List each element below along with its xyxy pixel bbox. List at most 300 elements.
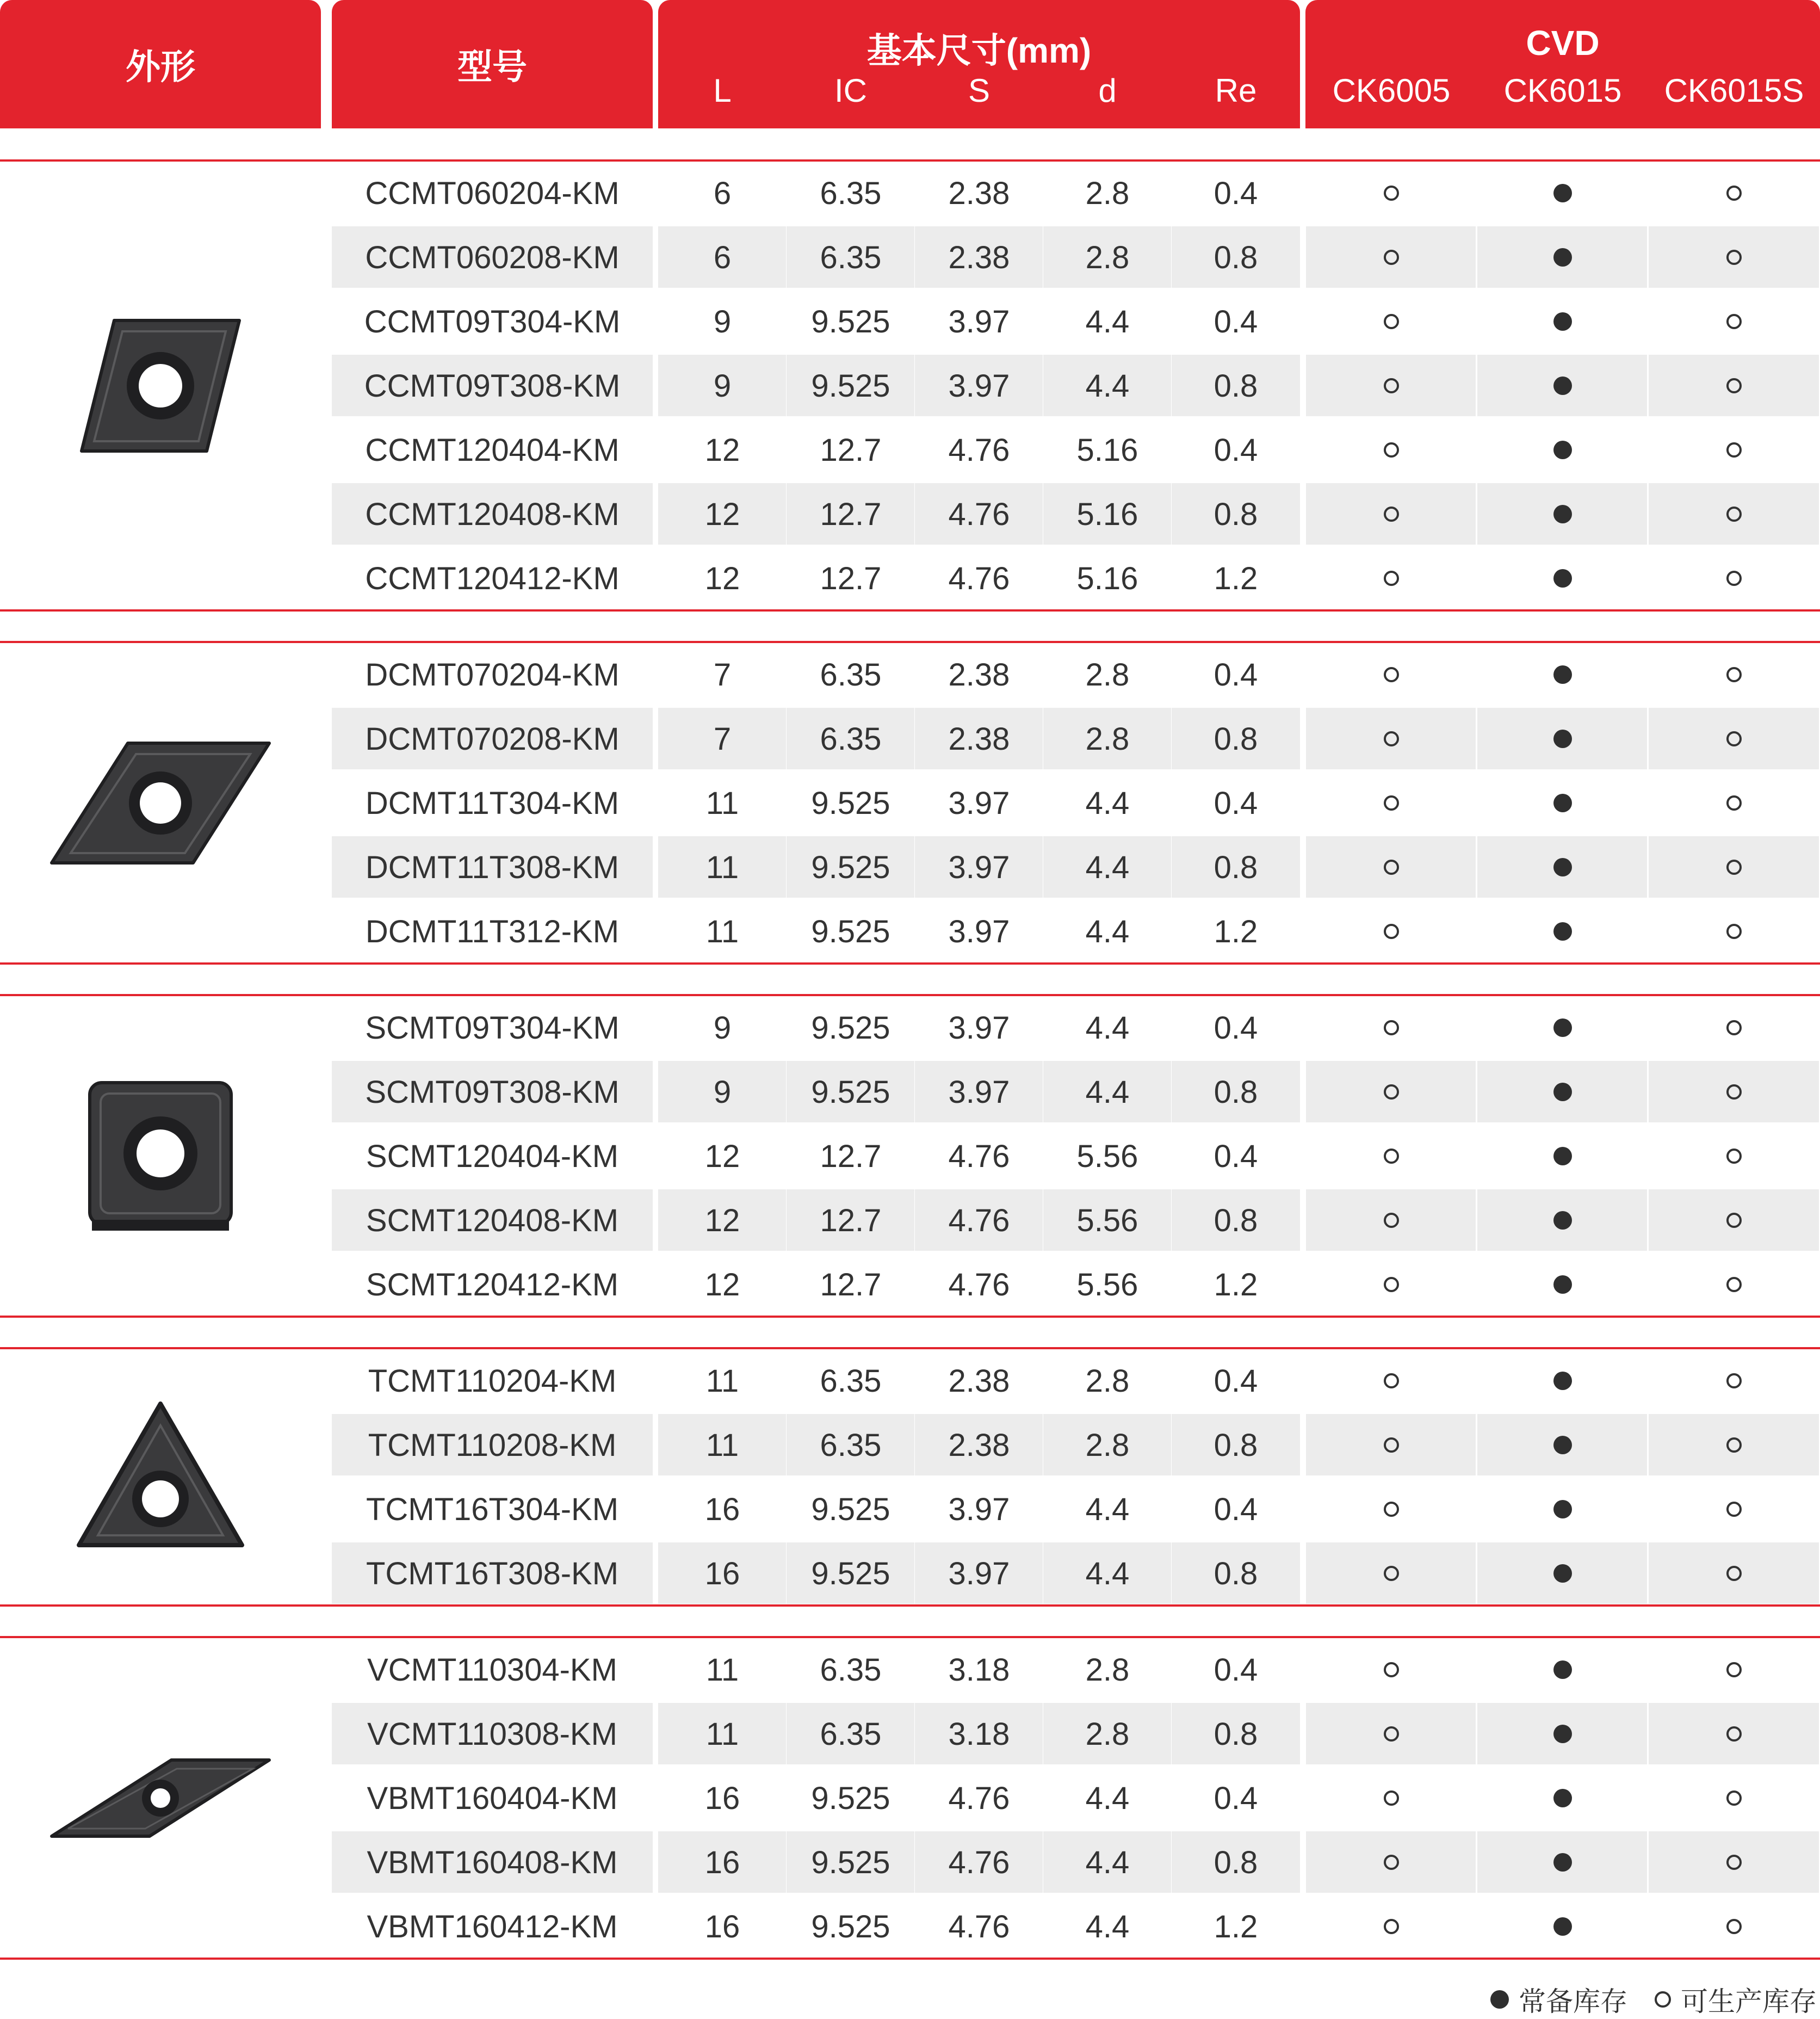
- dim-cell-S: 3.18: [948, 1716, 1010, 1752]
- filled-dot-icon: [1553, 794, 1572, 812]
- square-insert-icon: [24, 996, 296, 1317]
- model-cell: VCMT110304-KM: [367, 1652, 617, 1688]
- open-circle-icon: [1726, 731, 1742, 746]
- dim-cell-IC: 12.7: [820, 1138, 882, 1174]
- stock-cell: [1477, 1702, 1648, 1766]
- stock-cell: [1305, 1124, 1477, 1188]
- stock-cell: [1648, 1541, 1820, 1606]
- stock-cell: [1477, 771, 1648, 835]
- dim-cell-Re: 0.8: [1214, 849, 1258, 885]
- filled-dot-icon: [1553, 922, 1572, 941]
- dim-cell-IC: 6.35: [820, 175, 882, 211]
- open-circle-icon: [1384, 1084, 1399, 1100]
- dim-cell-d: 2.8: [1085, 175, 1130, 211]
- dim-cell-IC: 6.35: [820, 721, 882, 757]
- model-cell: VBMT160412-KM: [367, 1909, 618, 1944]
- dim-cell-IC: 12.7: [820, 1267, 882, 1302]
- dim-cell-L: 16: [704, 1491, 740, 1527]
- dim-cell-IC: 9.525: [811, 785, 890, 821]
- model-cell: DCMT11T308-KM: [365, 849, 620, 885]
- dim-cell-Re: 0.4: [1214, 1138, 1258, 1174]
- open-circle-icon: [1726, 442, 1742, 458]
- stock-cell: [1305, 771, 1477, 835]
- model-cell: SCMT120404-KM: [366, 1138, 619, 1174]
- stock-cell: [1648, 899, 1820, 964]
- dim-cell-IC: 12.7: [820, 1202, 882, 1238]
- stock-cell: [1305, 996, 1477, 1060]
- dim-cell-S: 2.38: [948, 657, 1010, 693]
- stock-cell: [1648, 835, 1820, 899]
- open-circle-icon: [1726, 1855, 1742, 1870]
- header-dim-IC: IC: [834, 72, 867, 109]
- filled-dot-icon: [1553, 1147, 1572, 1165]
- dim-cell-S: 2.38: [948, 1363, 1010, 1399]
- model-cell: SCMT120412-KM: [366, 1267, 619, 1302]
- stock-cell: [1477, 482, 1648, 546]
- dim-cell-S: 4.76: [948, 1138, 1010, 1174]
- dim-cell-Re: 0.4: [1214, 1780, 1258, 1816]
- dim-cell-S: 4.76: [948, 1267, 1010, 1302]
- filled-dot-icon: [1490, 1990, 1509, 2009]
- stock-cell: [1648, 643, 1820, 707]
- stock-cell: [1648, 1252, 1820, 1317]
- dim-cell-IC: 12.7: [820, 496, 882, 532]
- dim-cell-L: 11: [705, 1716, 739, 1752]
- dim-cell-IC: 12.7: [820, 432, 882, 468]
- dim-cell-Re: 0.4: [1214, 432, 1258, 468]
- open-circle-icon: [1384, 1213, 1399, 1228]
- dim-cell-d: 2.8: [1085, 239, 1130, 275]
- stock-cell: [1305, 707, 1477, 771]
- dim-cell-S: 4.76: [948, 496, 1010, 532]
- dim-cell-Re: 1.2: [1214, 913, 1258, 949]
- dim-cell-L: 11: [705, 785, 739, 821]
- stock-cell: [1477, 1830, 1648, 1894]
- open-circle-icon: [1384, 1566, 1399, 1581]
- group-bottom-rule: [0, 609, 1820, 612]
- open-circle-icon: [1384, 1790, 1399, 1806]
- header-dims-title: 基本尺寸(mm): [866, 31, 1092, 70]
- filled-dot-icon: [1553, 1372, 1572, 1390]
- dim-cell-d: 4.4: [1085, 1074, 1130, 1110]
- dim-cell-Re: 0.8: [1214, 1555, 1258, 1591]
- dim-cell-Re: 0.4: [1214, 1010, 1258, 1046]
- model-cell: SCMT120408-KM: [366, 1202, 619, 1238]
- stock-cell: [1305, 1413, 1477, 1477]
- open-circle-icon: [1726, 667, 1742, 682]
- group-bottom-rule: [0, 1316, 1820, 1318]
- stock-cell: [1648, 1766, 1820, 1830]
- header-shape-cell: [0, 0, 321, 128]
- open-circle-icon: [1726, 1437, 1742, 1453]
- stock-cell: [1477, 899, 1648, 964]
- stock-cell: [1648, 546, 1820, 610]
- open-circle-icon: [1384, 1726, 1399, 1742]
- filled-dot-icon: [1553, 248, 1572, 267]
- header-model-label: 型号: [457, 47, 527, 87]
- dim-cell-L: 9: [713, 1074, 732, 1110]
- dim-cell-Re: 0.8: [1214, 1427, 1258, 1463]
- dim-cell-d: 4.4: [1085, 1010, 1130, 1046]
- group-bottom-rule: [0, 962, 1820, 965]
- stock-cell: [1477, 707, 1648, 771]
- open-circle-icon: [1384, 1437, 1399, 1453]
- filled-dot-icon: [1553, 1500, 1572, 1518]
- dim-cell-d: 2.8: [1085, 1716, 1130, 1752]
- stock-cell: [1648, 1413, 1820, 1477]
- stock-cell: [1648, 225, 1820, 289]
- dim-cell-L: 12: [704, 1202, 740, 1238]
- stock-cell: [1648, 707, 1820, 771]
- stock-cell: [1477, 225, 1648, 289]
- dim-cell-Re: 0.4: [1214, 785, 1258, 821]
- stock-cell: [1648, 771, 1820, 835]
- model-cell: TCMT16T304-KM: [366, 1491, 619, 1527]
- open-circle-icon: [1384, 1373, 1399, 1388]
- header-grade-1: CK6005: [1332, 72, 1451, 109]
- open-circle-icon: [1726, 1213, 1742, 1228]
- dim-cell-S: 3.97: [948, 304, 1010, 339]
- stock-cell: [1477, 1252, 1648, 1317]
- open-circle-icon: [1655, 1991, 1671, 2008]
- open-circle-icon: [1384, 1855, 1399, 1870]
- dim-cell-d: 5.56: [1076, 1202, 1138, 1238]
- dim-cell-L: 16: [704, 1555, 740, 1591]
- stock-cell: [1477, 1413, 1648, 1477]
- stock-cell: [1648, 1477, 1820, 1541]
- dim-cell-S: 3.97: [948, 1074, 1010, 1110]
- dim-cell-IC: 6.35: [820, 1652, 882, 1688]
- filled-dot-icon: [1553, 312, 1572, 331]
- dim-cell-Re: 0.4: [1214, 1652, 1258, 1688]
- dim-cell-Re: 0.8: [1214, 239, 1258, 275]
- dim-cell-d: 5.56: [1076, 1138, 1138, 1174]
- open-circle-icon: [1384, 1919, 1399, 1934]
- stock-cell: [1305, 899, 1477, 964]
- stock-cell: [1648, 1349, 1820, 1413]
- open-circle-icon: [1726, 1502, 1742, 1517]
- stock-cell: [1477, 1060, 1648, 1124]
- dim-cell-d: 4.4: [1085, 1491, 1130, 1527]
- stock-cell: [1477, 1541, 1648, 1606]
- open-circle-icon: [1384, 571, 1399, 586]
- stock-cell: [1305, 1060, 1477, 1124]
- model-cell: CCMT09T308-KM: [364, 368, 621, 404]
- dim-cell-IC: 9.525: [811, 849, 890, 885]
- model-cell: CCMT120404-KM: [365, 432, 620, 468]
- stock-cell: [1648, 1124, 1820, 1188]
- dim-cell-d: 4.4: [1085, 913, 1130, 949]
- legend-open-label: 可生产库存: [1681, 1986, 1817, 2017]
- model-cell: VCMT110308-KM: [367, 1716, 617, 1752]
- stock-cell: [1305, 225, 1477, 289]
- dim-cell-S: 4.76: [948, 1844, 1010, 1880]
- dim-cell-IC: 6.35: [820, 1716, 882, 1752]
- filled-dot-icon: [1553, 1436, 1572, 1454]
- dim-cell-L: 16: [704, 1844, 740, 1880]
- dim-cell-S: 4.76: [948, 1202, 1010, 1238]
- model-cell: DCMT11T312-KM: [365, 913, 620, 949]
- model-cell: TCMT16T308-KM: [366, 1555, 619, 1591]
- dim-cell-d: 4.4: [1085, 849, 1130, 885]
- filled-dot-icon: [1553, 730, 1572, 748]
- stock-cell: [1477, 1766, 1648, 1830]
- stock-cell: [1305, 418, 1477, 482]
- open-circle-icon: [1726, 1020, 1742, 1035]
- dim-cell-L: 11: [705, 849, 739, 885]
- stock-cell: [1305, 1349, 1477, 1413]
- model-cell: VBMT160408-KM: [367, 1844, 618, 1880]
- header-dim-Re: Re: [1215, 72, 1257, 109]
- stock-cell: [1477, 1124, 1648, 1188]
- dim-cell-S: 2.38: [948, 175, 1010, 211]
- dim-cell-d: 5.16: [1076, 496, 1138, 532]
- dim-cell-L: 6: [713, 175, 732, 211]
- stock-cell: [1648, 354, 1820, 418]
- header-dims-cell: [658, 0, 1300, 128]
- filled-dot-icon: [1553, 665, 1572, 684]
- open-circle-icon: [1384, 860, 1399, 875]
- open-circle-icon: [1384, 731, 1399, 746]
- filled-dot-icon: [1553, 441, 1572, 459]
- dim-cell-L: 12: [704, 432, 740, 468]
- dim-cell-Re: 0.4: [1214, 1363, 1258, 1399]
- open-circle-icon: [1384, 378, 1399, 393]
- dim-cell-Re: 0.8: [1214, 1844, 1258, 1880]
- stock-cell: [1305, 835, 1477, 899]
- open-circle-icon: [1726, 1919, 1742, 1934]
- dim-cell-IC: 6.35: [820, 239, 882, 275]
- dim-cell-Re: 0.8: [1214, 1716, 1258, 1752]
- stock-cell: [1305, 1252, 1477, 1317]
- dim-cell-L: 9: [713, 368, 732, 404]
- dim-cell-IC: 9.525: [811, 1074, 890, 1110]
- dim-cell-S: 4.76: [948, 1780, 1010, 1816]
- dim-cell-IC: 9.525: [811, 1491, 890, 1527]
- dim-cell-Re: 0.4: [1214, 657, 1258, 693]
- dim-cell-L: 12: [704, 1267, 740, 1302]
- dim-cell-S: 2.38: [948, 721, 1010, 757]
- dim-cell-IC: 9.525: [811, 1555, 890, 1591]
- dim-cell-d: 4.4: [1085, 368, 1130, 404]
- header-dim-S: S: [968, 72, 991, 109]
- dim-cell-IC: 9.525: [811, 368, 890, 404]
- dim-cell-IC: 6.35: [820, 1363, 882, 1399]
- stock-cell: [1305, 354, 1477, 418]
- stock-cell: [1477, 418, 1648, 482]
- stock-cell: [1477, 996, 1648, 1060]
- dim-cell-Re: 0.8: [1214, 1202, 1258, 1238]
- stock-cell: [1305, 482, 1477, 546]
- open-circle-icon: [1726, 860, 1742, 875]
- stock-cell: [1477, 835, 1648, 899]
- dim-cell-Re: 0.8: [1214, 1074, 1258, 1110]
- dim-cell-d: 5.16: [1076, 560, 1138, 596]
- dim-cell-L: 12: [704, 560, 740, 596]
- dim-cell-S: 4.76: [948, 1909, 1010, 1944]
- dim-cell-Re: 0.4: [1214, 304, 1258, 339]
- open-circle-icon: [1726, 1277, 1742, 1292]
- dim-cell-S: 4.76: [948, 560, 1010, 596]
- dim-cell-L: 7: [713, 657, 732, 693]
- stock-cell: [1648, 996, 1820, 1060]
- legend: [1490, 1980, 1817, 2018]
- dim-cell-S: 3.97: [948, 849, 1010, 885]
- model-cell: CCMT060208-KM: [365, 239, 620, 275]
- model-cell: DCMT070204-KM: [365, 657, 620, 693]
- dim-cell-Re: 0.8: [1214, 496, 1258, 532]
- header-cvd-cell: [1305, 0, 1820, 128]
- dim-cell-d: 2.8: [1085, 657, 1130, 693]
- stock-cell: [1648, 482, 1820, 546]
- model-cell: CCMT120412-KM: [365, 560, 620, 596]
- dim-cell-d: 2.8: [1085, 1427, 1130, 1463]
- dim-cell-d: 2.8: [1085, 721, 1130, 757]
- open-circle-icon: [1726, 1566, 1742, 1581]
- model-cell: CCMT060204-KM: [365, 175, 620, 211]
- dim-cell-d: 2.8: [1085, 1652, 1130, 1688]
- open-circle-icon: [1726, 1373, 1742, 1388]
- stock-cell: [1477, 1477, 1648, 1541]
- open-circle-icon: [1726, 1790, 1742, 1806]
- filled-dot-icon: [1553, 1275, 1572, 1294]
- triangle-insert-icon: [24, 1349, 296, 1606]
- model-cell: TCMT110208-KM: [368, 1427, 617, 1463]
- dim-cell-L: 11: [705, 1427, 739, 1463]
- stock-cell: [1305, 289, 1477, 354]
- dim-cell-Re: 0.4: [1214, 1491, 1258, 1527]
- header-grade-3: CK6015S: [1664, 72, 1804, 109]
- model-cell: CCMT120408-KM: [365, 496, 620, 532]
- open-circle-icon: [1726, 924, 1742, 939]
- filled-dot-icon: [1553, 1083, 1572, 1101]
- stock-cell: [1477, 546, 1648, 610]
- group-bottom-rule: [0, 1604, 1820, 1607]
- filled-dot-icon: [1553, 1725, 1572, 1743]
- dim-cell-L: 12: [704, 1138, 740, 1174]
- stock-cell: [1648, 289, 1820, 354]
- header-shape-label: 外形: [126, 47, 195, 87]
- dim-cell-IC: 9.525: [811, 1844, 890, 1880]
- dim-cell-S: 3.97: [948, 913, 1010, 949]
- header-grade-2: CK6015: [1503, 72, 1622, 109]
- stock-cell: [1648, 1702, 1820, 1766]
- model-cell: SCMT09T308-KM: [365, 1074, 620, 1110]
- stock-cell: [1305, 1477, 1477, 1541]
- stock-cell: [1648, 418, 1820, 482]
- stock-cell: [1477, 1894, 1648, 1959]
- open-circle-icon: [1726, 1149, 1742, 1164]
- filled-dot-icon: [1553, 376, 1572, 395]
- open-circle-icon: [1384, 186, 1399, 201]
- dim-cell-d: 4.4: [1085, 1555, 1130, 1591]
- dim-cell-S: 4.76: [948, 432, 1010, 468]
- open-circle-icon: [1726, 1726, 1742, 1742]
- dim-cell-d: 5.16: [1076, 432, 1138, 468]
- dim-cell-d: 4.4: [1085, 785, 1130, 821]
- stock-cell: [1648, 1894, 1820, 1959]
- header-dim-d: d: [1098, 72, 1117, 109]
- open-circle-icon: [1384, 1277, 1399, 1292]
- stock-cell: [1305, 1638, 1477, 1702]
- rhombic-35-insert-icon: [24, 1638, 296, 1959]
- stock-cell: [1648, 1188, 1820, 1252]
- dim-cell-IC: 6.35: [820, 1427, 882, 1463]
- open-circle-icon: [1726, 1662, 1742, 1677]
- rhombic-55-insert-icon: [24, 643, 296, 964]
- open-circle-icon: [1726, 186, 1742, 201]
- stock-cell: [1477, 289, 1648, 354]
- stock-cell: [1648, 1060, 1820, 1124]
- filled-dot-icon: [1553, 1917, 1572, 1936]
- filled-dot-icon: [1553, 858, 1572, 876]
- filled-dot-icon: [1553, 505, 1572, 523]
- stock-cell: [1305, 161, 1477, 225]
- dim-cell-S: 2.38: [948, 1427, 1010, 1463]
- stock-cell: [1305, 1702, 1477, 1766]
- rhombic-80-insert-icon: [24, 161, 296, 610]
- dim-cell-S: 3.97: [948, 785, 1010, 821]
- dim-cell-L: 16: [704, 1909, 740, 1944]
- dim-cell-IC: 9.525: [811, 304, 890, 339]
- filled-dot-icon: [1553, 1211, 1572, 1230]
- dim-cell-L: 9: [713, 1010, 732, 1046]
- stock-cell: [1477, 643, 1648, 707]
- dim-cell-IC: 12.7: [820, 560, 882, 596]
- open-circle-icon: [1384, 1149, 1399, 1164]
- model-cell: DCMT070208-KM: [365, 721, 620, 757]
- filled-dot-icon: [1553, 184, 1572, 202]
- dim-cell-S: 3.97: [948, 368, 1010, 404]
- dim-cell-d: 4.4: [1085, 304, 1130, 339]
- stock-cell: [1477, 1638, 1648, 1702]
- dim-cell-L: 11: [705, 913, 739, 949]
- open-circle-icon: [1384, 1502, 1399, 1517]
- open-circle-icon: [1726, 795, 1742, 811]
- open-circle-icon: [1726, 1084, 1742, 1100]
- header-cvd-title: CVD: [1526, 23, 1600, 63]
- dim-cell-IC: 9.525: [811, 1780, 890, 1816]
- dim-cell-Re: 1.2: [1214, 1909, 1258, 1944]
- stock-cell: [1305, 1766, 1477, 1830]
- model-cell: DCMT11T304-KM: [365, 785, 620, 821]
- dim-cell-S: 3.97: [948, 1555, 1010, 1591]
- open-circle-icon: [1384, 507, 1399, 522]
- dim-cell-Re: 0.8: [1214, 368, 1258, 404]
- open-circle-icon: [1384, 1020, 1399, 1035]
- legend-full-label: 常备库存: [1519, 1986, 1627, 2017]
- dim-cell-Re: 1.2: [1214, 560, 1258, 596]
- dim-cell-S: 3.97: [948, 1491, 1010, 1527]
- dim-cell-IC: 6.35: [820, 657, 882, 693]
- stock-cell: [1648, 161, 1820, 225]
- dim-cell-S: 3.97: [948, 1010, 1010, 1046]
- stock-cell: [1648, 1638, 1820, 1702]
- dim-cell-L: 12: [704, 496, 740, 532]
- header-model-cell: [332, 0, 653, 128]
- dim-cell-L: 9: [713, 304, 732, 339]
- dim-cell-L: 6: [713, 239, 732, 275]
- open-circle-icon: [1384, 924, 1399, 939]
- stock-cell: [1305, 643, 1477, 707]
- stock-cell: [1477, 354, 1648, 418]
- filled-dot-icon: [1553, 1018, 1572, 1037]
- dim-cell-Re: 1.2: [1214, 1267, 1258, 1302]
- dim-cell-d: 4.4: [1085, 1909, 1130, 1944]
- stock-cell: [1305, 546, 1477, 610]
- model-cell: SCMT09T304-KM: [365, 1010, 620, 1046]
- open-circle-icon: [1726, 250, 1742, 265]
